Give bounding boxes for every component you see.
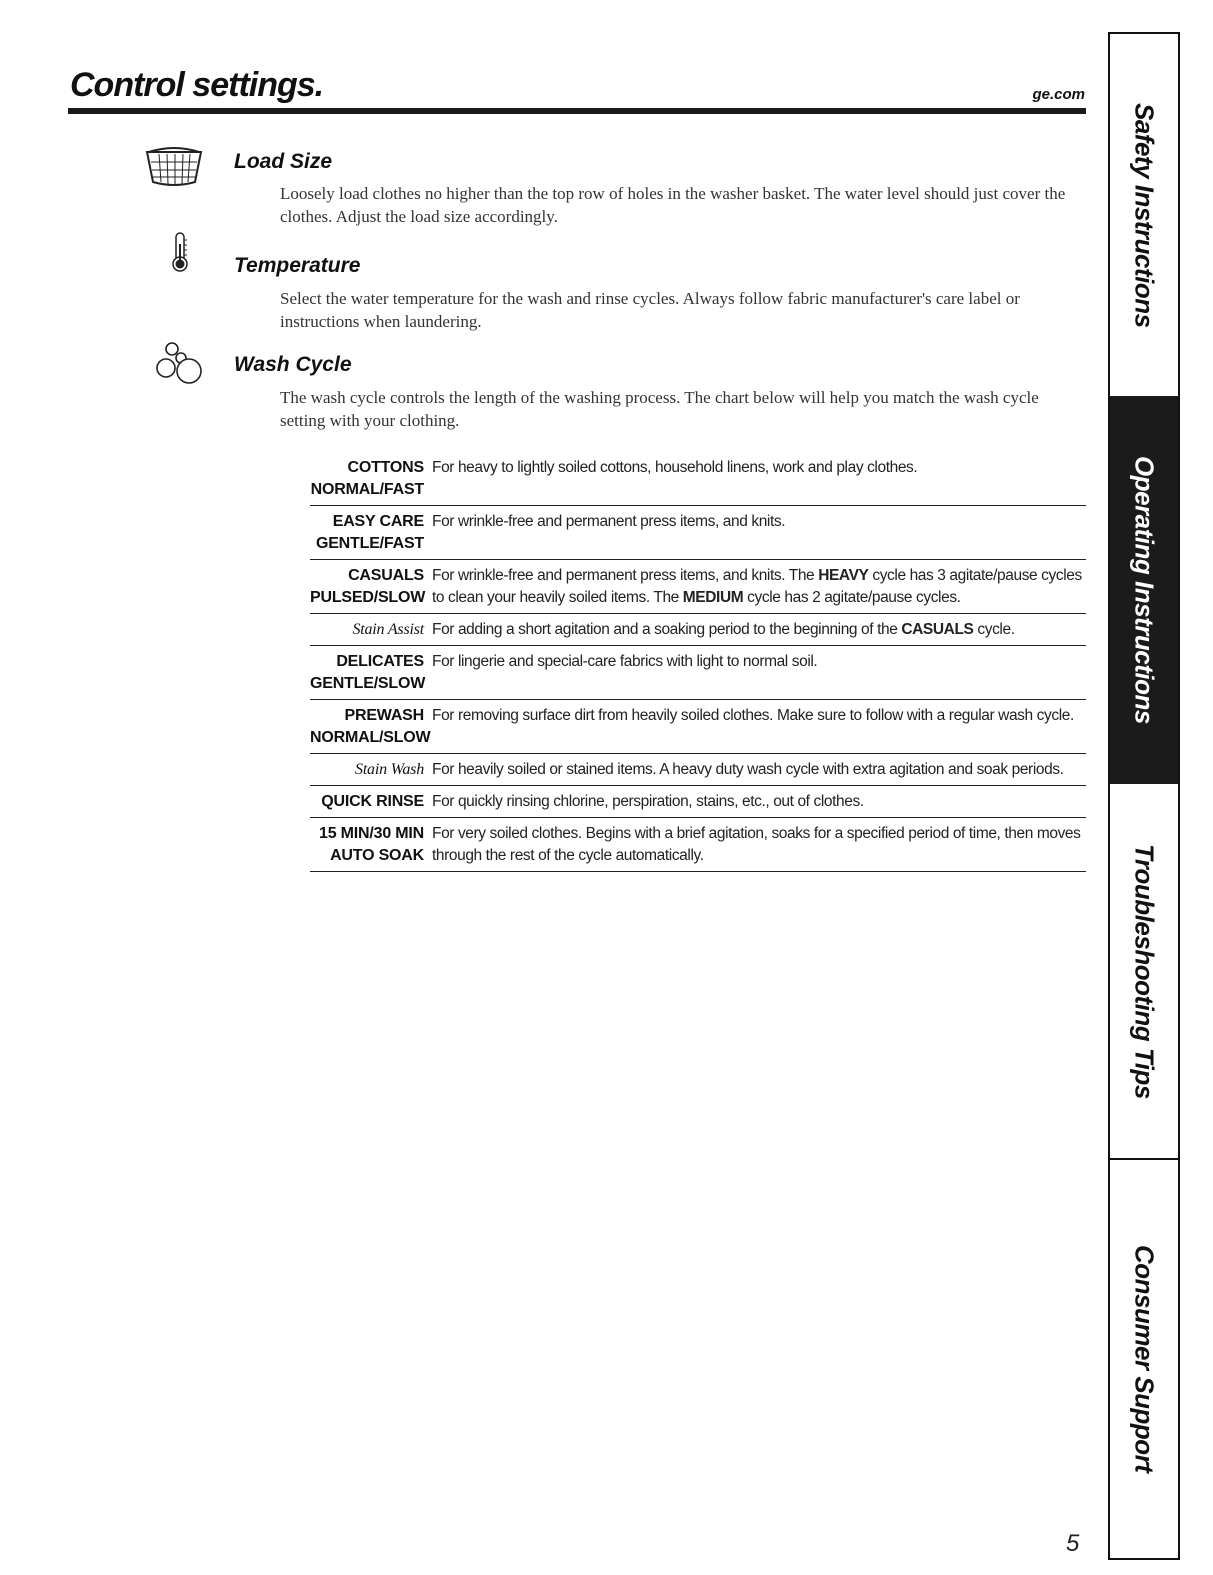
table-row bbox=[310, 786, 1086, 818]
tab-label: Safety Instructions bbox=[1129, 102, 1160, 328]
cycle-name-line: PREWASH bbox=[344, 707, 424, 724]
table-row bbox=[310, 754, 1086, 786]
temperature-text: Select the water temperature for the wash and rinse cycles. Always follow fabric manufacturer's care label or instructions when laundering. bbox=[280, 289, 1020, 331]
table-row bbox=[310, 646, 1086, 700]
thermometer-icon bbox=[170, 232, 190, 277]
cycle-name bbox=[310, 791, 432, 813]
table-row bbox=[310, 560, 1086, 614]
cycle-description bbox=[432, 619, 1086, 641]
cycle-name-line: CASUALS bbox=[348, 567, 424, 584]
cycle-name-line: EASY CARE bbox=[332, 513, 424, 530]
tab-label: Operating Instructions bbox=[1129, 456, 1160, 724]
cycle-description: For heavy to lightly soiled cottons, household linens, work and play clothes. bbox=[432, 459, 918, 476]
cycle-description bbox=[432, 565, 1086, 609]
cycle-name-line: Stain Wash bbox=[355, 761, 424, 778]
desc-text: For wrinkle-free and permanent press items, and knits. The bbox=[432, 567, 819, 584]
table-row bbox=[310, 452, 1086, 506]
cycle-name bbox=[310, 565, 432, 609]
desc-text: For adding a short agitation and a soaking period to the beginning of the bbox=[432, 621, 902, 638]
temperature-heading: Temperature bbox=[234, 254, 361, 277]
cycle-name bbox=[310, 705, 432, 749]
load-size-heading: Load Size bbox=[234, 150, 333, 173]
cycle-name-line: GENTLE/FAST bbox=[315, 535, 424, 552]
tab-label: Troubleshooting Tips bbox=[1129, 843, 1160, 1099]
table-row bbox=[310, 506, 1086, 560]
cycle-description: For removing surface dirt from heavily soiled clothes. Make sure to follow with a regular wash cycle. bbox=[432, 707, 1074, 724]
page-title: Control settings. bbox=[70, 66, 324, 104]
desc-text: cycle. bbox=[973, 621, 1015, 638]
tab-troubleshooting-tips[interactable] bbox=[1110, 784, 1178, 1158]
cycle-description: For wrinkle-free and permanent press items, and knits. bbox=[432, 513, 786, 530]
tab-safety-instructions[interactable] bbox=[1110, 34, 1178, 396]
site-link[interactable]: ge.com bbox=[1032, 86, 1085, 103]
page-number: 5 bbox=[1066, 1530, 1080, 1557]
cycle-name-line: 15 MIN/30 MIN bbox=[319, 825, 424, 842]
table-row bbox=[310, 700, 1086, 754]
cycle-description: For very soiled clothes. Begins with a brief agitation, soaks for a specified period of time, then moves through the rest of the cycle automatically. bbox=[432, 825, 1081, 864]
cycle-description: For lingerie and special-care fabrics with light to normal soil. bbox=[432, 653, 818, 670]
desc-emphasis: HEAVY bbox=[818, 567, 869, 584]
tab-label: Consumer Support bbox=[1129, 1245, 1160, 1473]
cycle-name-line: Stain Assist bbox=[352, 621, 424, 638]
cycle-name bbox=[310, 651, 432, 695]
wash-cycle-text: The wash cycle controls the length of the washing process. The chart below will help you match the wash cycle setting with your clothing. bbox=[280, 388, 1039, 430]
desc-emphasis: CASUALS bbox=[901, 621, 974, 638]
cycle-name bbox=[310, 457, 432, 501]
cycle-name-line: NORMAL/FAST bbox=[310, 481, 424, 498]
load-size-text: Loosely load clothes no higher than the top row of holes in the washer basket. The water level should just cover the clothes. Adjust the load size accordingly. bbox=[280, 184, 1066, 226]
cycle-name-line: DELICATES bbox=[336, 653, 424, 670]
cycle-name bbox=[310, 511, 432, 555]
desc-emphasis: MEDIUM bbox=[682, 589, 744, 606]
bubbles-icon bbox=[145, 340, 207, 391]
cycle-name-line: PULSED/SLOW bbox=[310, 589, 426, 606]
cycle-name bbox=[310, 619, 432, 641]
desc-text: cycle has 3 agitate/pause cycles to clean your heavily soiled items. The bbox=[432, 567, 1082, 606]
wash-cycle-table bbox=[310, 452, 1086, 872]
header-rule bbox=[68, 108, 1086, 114]
cycle-name bbox=[310, 759, 432, 781]
cycle-name bbox=[310, 823, 432, 867]
desc-text: cycle has 2 agitate/pause cycles. bbox=[743, 589, 961, 606]
tab-consumer-support[interactable] bbox=[1110, 1160, 1178, 1558]
cycle-description: For heavily soiled or stained items. A heavy duty wash cycle with extra agitation and soak periods. bbox=[432, 761, 1064, 778]
laundry-basket-icon bbox=[145, 142, 203, 193]
tab-operating-instructions[interactable] bbox=[1110, 396, 1178, 784]
cycle-name-line: GENTLE/SLOW bbox=[310, 675, 426, 692]
table-row bbox=[310, 818, 1086, 872]
cycle-name-line: COTTONS bbox=[347, 459, 424, 476]
cycle-name-line: QUICK RINSE bbox=[321, 793, 424, 810]
cycle-description: For quickly rinsing chlorine, perspiration, stains, etc., out of clothes. bbox=[432, 793, 864, 810]
cycle-name-line: NORMAL/SLOW bbox=[310, 729, 431, 746]
wash-cycle-heading: Wash Cycle bbox=[234, 353, 352, 376]
table-row bbox=[310, 614, 1086, 646]
cycle-name-line: AUTO SOAK bbox=[330, 847, 424, 864]
